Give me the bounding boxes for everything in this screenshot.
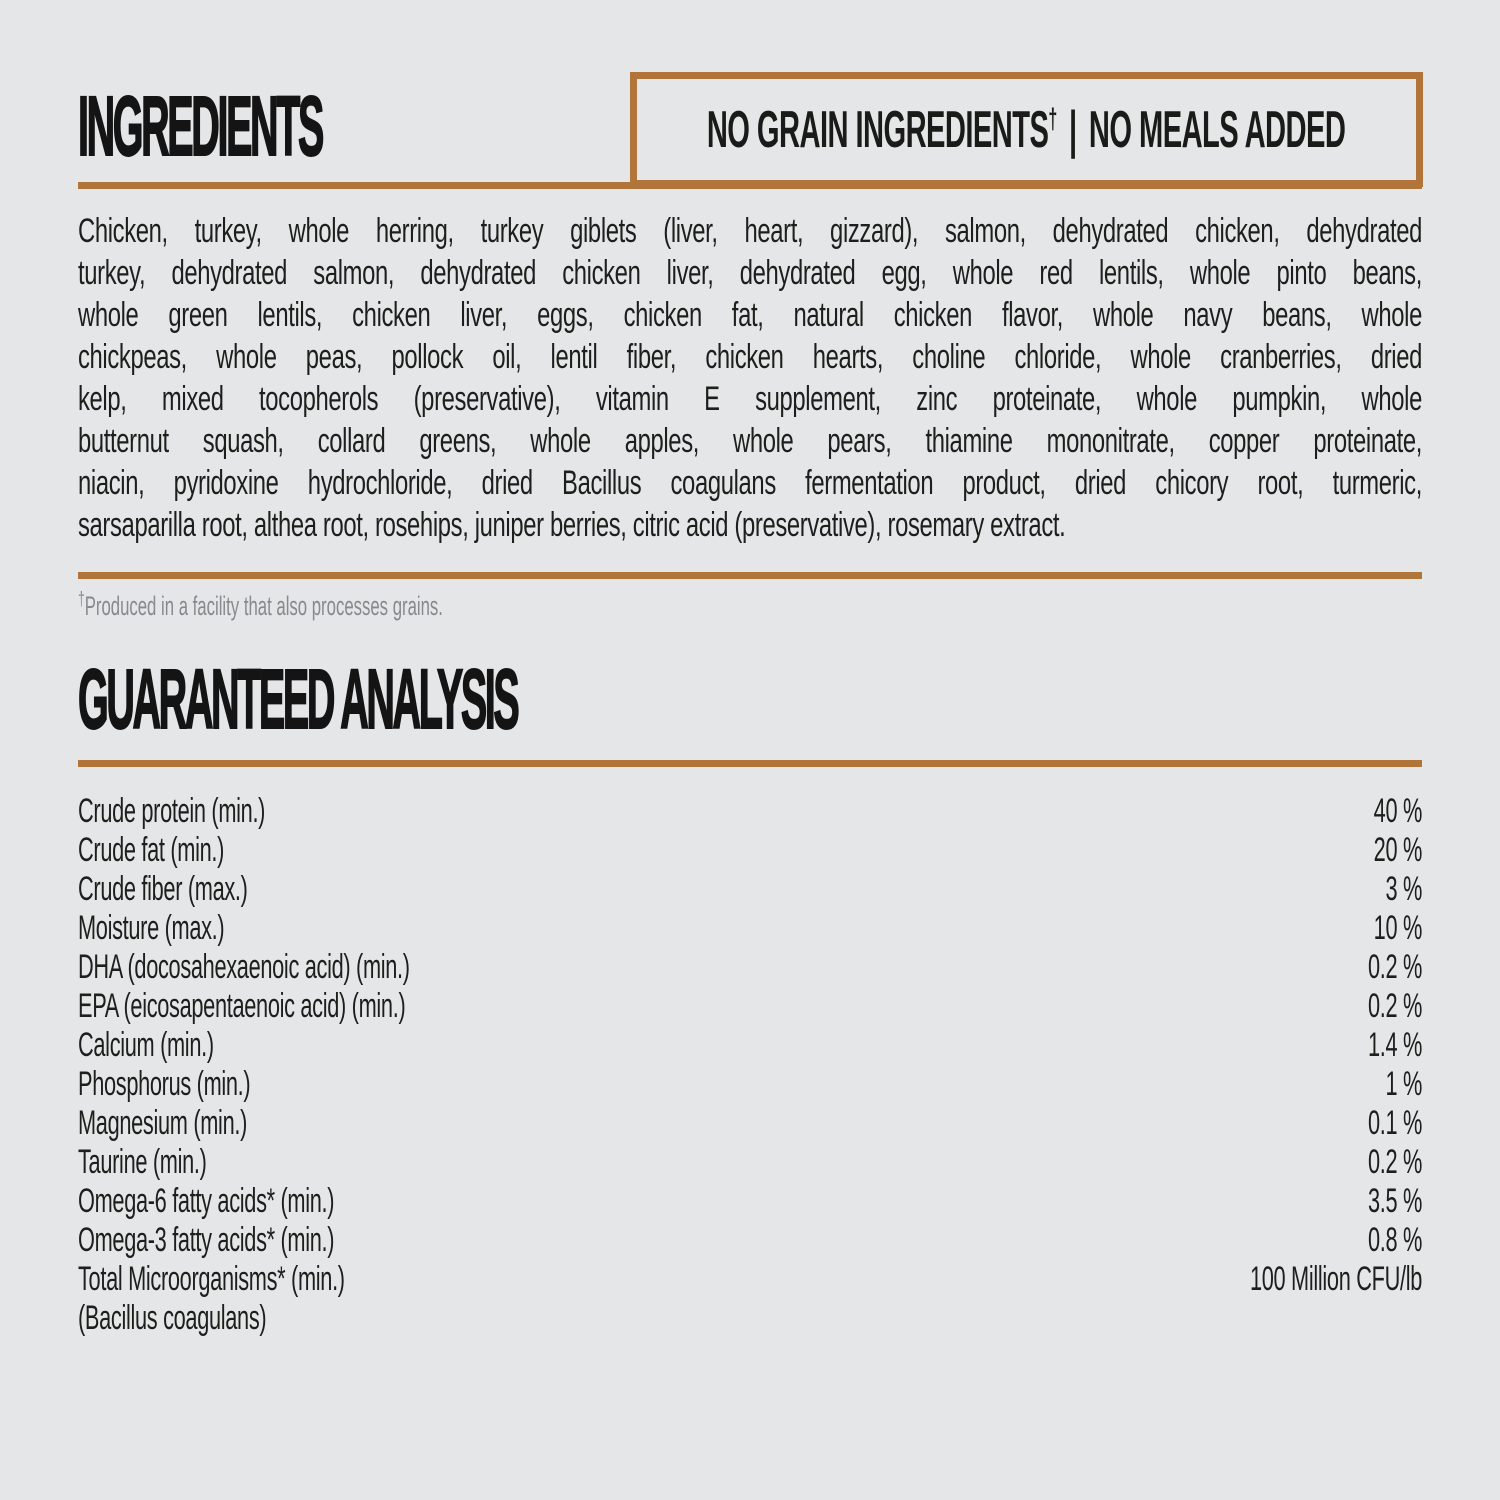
nutrient-label: Magnesium (min.)	[78, 1104, 248, 1142]
nutrient-value: 0.1 %	[1367, 1104, 1422, 1142]
nutrient-label: DHA (docosahexaenoic acid) (min.)	[78, 948, 410, 986]
nutrient-label: Crude protein (min.)	[78, 792, 266, 830]
ingredients-line: kelp, mixed tocopherols (preservative), vitamin E supplement, zinc proteinate, whole pumpkin, whole	[78, 380, 1422, 418]
ingredients-title-rule	[78, 182, 1422, 189]
analysis-row	[78, 792, 1422, 831]
guaranteed-analysis-title-rule	[78, 760, 1422, 767]
ingredients-line: whole green lentils, chicken liver, eggs, chicken fat, natural chicken flavor, whole navy beans, whole	[78, 296, 1422, 334]
nutrient-value: 0.2 %	[1367, 1143, 1422, 1181]
nutrient-label: Moisture (max.)	[78, 909, 225, 947]
nutrient-value: 20 %	[1373, 831, 1422, 869]
ingredients-line: sarsaparilla root, althea root, rosehips, juniper berries, citric acid (preservative), rosemary extract.	[78, 506, 1066, 544]
nutrient-label: Total Microorganisms* (min.)	[78, 1260, 345, 1298]
analysis-row	[78, 948, 1422, 987]
badge-text	[707, 100, 1346, 159]
ingredients-list	[78, 210, 1500, 546]
nutrient-label: (Bacillus coagulans)	[78, 1299, 267, 1337]
nutrient-label: Crude fiber (max.)	[78, 870, 248, 908]
nutrient-label: EPA (eicosapentaenoic acid) (min.)	[78, 987, 406, 1025]
analysis-row	[78, 909, 1422, 948]
nutrient-value: 0.2 %	[1367, 948, 1422, 986]
dagger-superscript: †	[1048, 103, 1058, 136]
analysis-row	[78, 831, 1422, 870]
ingredients-line: turkey, dehydrated salmon, dehydrated chicken liver, dehydrated egg, whole red lentils, whole pinto beans,	[78, 254, 1422, 292]
ingredients-line: Chicken, turkey, whole herring, turkey giblets (liver, heart, gizzard), salmon, dehydrated chicken, dehydrated	[78, 212, 1422, 250]
nutrient-value: 1.4 %	[1367, 1026, 1422, 1064]
nutrient-value: 0.8 %	[1367, 1221, 1422, 1259]
footnote-divider-rule	[78, 572, 1422, 579]
ingredients-line: butternut squash, collard greens, whole apples, whole pears, thiamine mononitrate, copper proteinate,	[78, 422, 1422, 460]
ingredients-line: niacin, pyridoxine hydrochloride, dried Bacillus coagulans fermentation product, dried chicory root, turmeric,	[78, 464, 1422, 502]
guaranteed-analysis-table	[78, 792, 1500, 1338]
analysis-row	[78, 1026, 1422, 1065]
analysis-row	[78, 1182, 1422, 1221]
analysis-row	[78, 1104, 1422, 1143]
analysis-row	[78, 1299, 1422, 1338]
footnote-text	[78, 589, 443, 623]
nutrient-label: Omega-6 fatty acids* (min.)	[78, 1182, 335, 1220]
analysis-row	[78, 1065, 1422, 1104]
nutrient-value: 3.5 %	[1367, 1182, 1422, 1220]
nutrient-label: Calcium (min.)	[78, 1026, 214, 1064]
nutrient-label: Omega-3 fatty acids* (min.)	[78, 1221, 335, 1259]
ingredients-line: chickpeas, whole peas, pollock oil, lentil fiber, chicken hearts, choline chloride, whole cranberries, dried	[78, 338, 1422, 376]
no-grain-no-meals-badge	[630, 72, 1423, 187]
ingredients-section-title	[78, 79, 597, 173]
footnote-body: Produced in a facility that also processes grains.	[84, 591, 443, 621]
nutrient-label: Phosphorus (min.)	[78, 1065, 251, 1103]
footnote-dagger: †	[78, 588, 85, 610]
nutrient-value: 0.2 %	[1367, 987, 1422, 1025]
guaranteed-analysis-section-title	[78, 652, 1013, 746]
analysis-row	[78, 1143, 1422, 1182]
analysis-row	[78, 987, 1422, 1026]
badge-no-grain-label: NO GRAIN INGREDIENTS	[707, 100, 1049, 159]
badge-separator: |	[1069, 100, 1078, 159]
nutrient-value: 100 Million CFU/lb	[1249, 1260, 1422, 1298]
nutrient-value: 40 %	[1373, 792, 1422, 830]
nutrient-value: 10 %	[1373, 909, 1422, 947]
nutrient-label: Crude fat (min.)	[78, 831, 225, 869]
nutrient-value: 3 %	[1385, 870, 1422, 908]
nutrient-value: 1 %	[1385, 1065, 1422, 1103]
analysis-row	[78, 1260, 1422, 1299]
grain-facility-footnote	[78, 589, 667, 623]
ingredients-title-text: INGREDIENTS	[78, 79, 322, 173]
guaranteed-analysis-title-text: GUARANTEED ANALYSIS	[78, 652, 518, 746]
nutrient-label: Taurine (min.)	[78, 1143, 207, 1181]
analysis-row	[78, 1221, 1422, 1260]
analysis-row	[78, 870, 1422, 909]
badge-no-meals-label: NO MEALS ADDED	[1089, 100, 1346, 159]
